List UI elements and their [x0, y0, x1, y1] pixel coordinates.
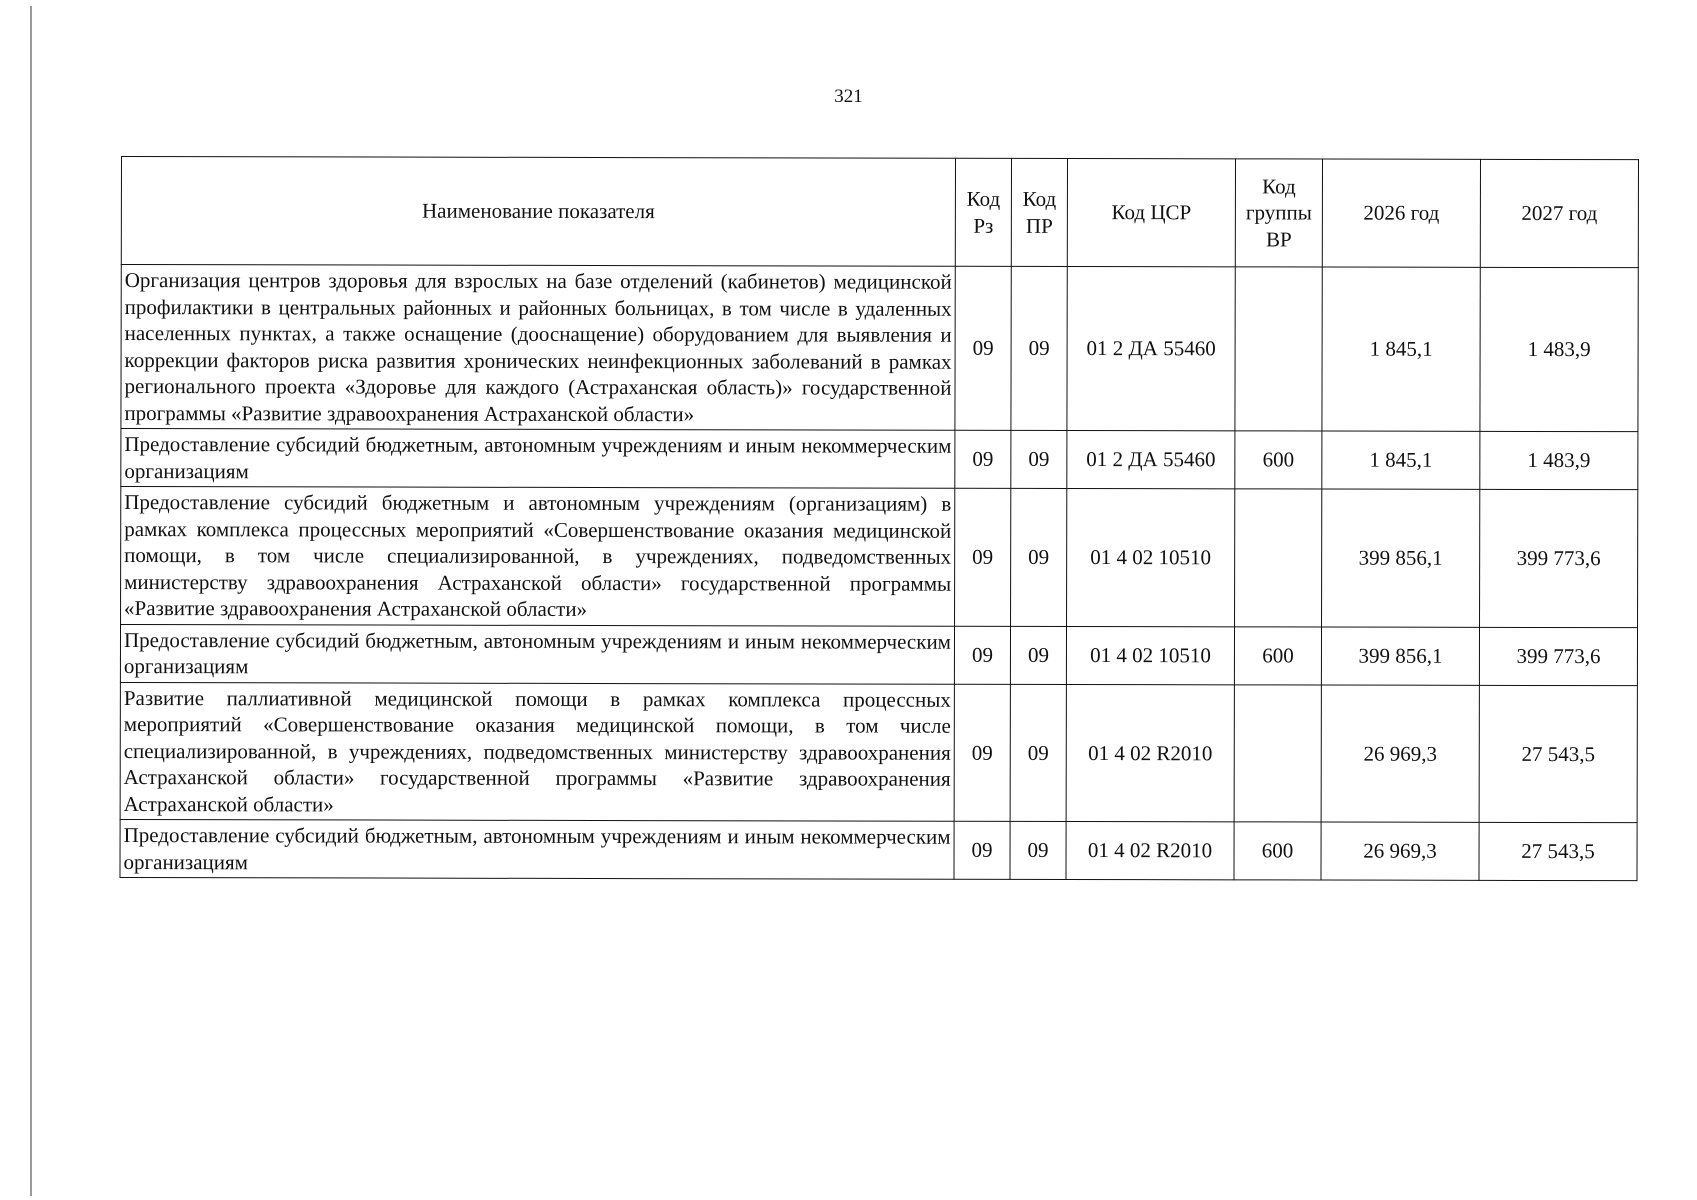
row-vr	[1235, 489, 1322, 627]
row-2027: 27 543,5	[1479, 685, 1637, 823]
row-csr: 01 4 02 R2010	[1066, 821, 1234, 879]
row-csr: 01 4 02 10510	[1067, 488, 1235, 626]
header-name: Наименование показателя	[121, 157, 955, 267]
row-name: Предоставление субсидий бюджетным и автономным учреждениям (организациям) в рамках комплекса процессных мероприятий «Совершенствование оказания медицинской помощи, в том числе специализированной, в учреждениях, подведомственных министерству здравоохранения Астраханской области» государственной программы «Развитие здравоохранения Астраханской области»	[121, 487, 955, 626]
row-pr: 09	[1011, 266, 1067, 430]
row-csr: 01 2 ДА 55460	[1067, 266, 1235, 430]
header-row	[121, 157, 1638, 268]
row-2027: 1 483,9	[1480, 431, 1638, 489]
header-rz: Код Рз	[955, 158, 1011, 266]
row-2026: 1 845,1	[1322, 431, 1480, 489]
row-2026: 1 845,1	[1322, 267, 1480, 431]
header-csr: Код ЦСР	[1067, 158, 1235, 266]
row-name: Организация центров здоровья для взрослых на базе отделений (кабинетов) медицинской профилактики в центральных районных и районных больницах, в том числе в удаленных населенных пунктах, а также оснащение (дооснащение) оборудованием для выявления и коррекции факторов риска развития хронических неинфекционных заболеваний в рамках регионального проекта «Здоровье для каждого (Астраханская область)» государственной программы «Развитие здравоохранения Астраханской области»	[121, 265, 955, 431]
header-2027: 2027 год	[1480, 159, 1638, 267]
table-row	[120, 624, 1637, 685]
row-2026: 26 969,3	[1321, 685, 1479, 823]
row-csr: 01 2 ДА 55460	[1067, 430, 1235, 488]
row-pr: 09	[1010, 684, 1066, 822]
row-pr: 09	[1011, 430, 1067, 488]
row-name: Развитие паллиативной медицинской помощи в рамках комплекса процессных мероприятий «Совершенствование оказания медицинской помощи, в том числе специализированной, в учреждениях, подведомственных министерству здравоохранения Астраханской области» государственной программы «Развитие здравоохранения Астраханской области»	[120, 682, 954, 821]
row-name: Предоставление субсидий бюджетным, автономным учреждениям и иным некоммерческим организациям	[120, 624, 954, 684]
row-vr: 600	[1234, 626, 1321, 684]
header-2026: 2026 год	[1322, 159, 1480, 267]
row-pr: 09	[1011, 488, 1067, 626]
row-vr: 600	[1235, 431, 1322, 489]
row-vr	[1235, 267, 1322, 431]
table-row	[121, 429, 1638, 490]
scan-edge-line	[30, 6, 32, 1196]
row-rz: 09	[955, 488, 1011, 626]
row-vr	[1234, 684, 1321, 822]
header-vr: Код группы ВР	[1235, 159, 1322, 267]
row-csr: 01 4 02 10510	[1066, 626, 1234, 684]
header-pr: Код ПР	[1011, 158, 1067, 266]
row-2027: 399 773,6	[1479, 627, 1637, 685]
row-2026: 399 856,1	[1321, 627, 1479, 685]
row-rz: 09	[954, 821, 1010, 879]
row-2026: 26 969,3	[1321, 822, 1479, 880]
table-row	[120, 819, 1637, 880]
row-csr: 01 4 02 R2010	[1066, 684, 1234, 822]
page-number: 321	[834, 86, 863, 107]
row-pr: 09	[1010, 626, 1066, 684]
row-vr: 600	[1234, 822, 1321, 880]
row-rz: 09	[955, 266, 1011, 430]
row-rz: 09	[954, 626, 1010, 684]
row-name: Предоставление субсидий бюджетным, автономным учреждениям и иным некоммерческим организациям	[120, 819, 954, 879]
row-2026: 399 856,1	[1322, 489, 1480, 627]
row-name: Предоставление субсидий бюджетным, автономным учреждениям и иным некоммерческим организациям	[121, 429, 955, 489]
table-row	[120, 682, 1637, 823]
row-2027: 1 483,9	[1480, 267, 1638, 431]
table-row	[121, 265, 1638, 432]
row-2027: 27 543,5	[1479, 822, 1637, 880]
table-row	[121, 487, 1638, 628]
row-2027: 399 773,6	[1480, 489, 1638, 627]
row-rz: 09	[954, 684, 1010, 822]
row-rz: 09	[955, 430, 1011, 488]
budget-table	[119, 156, 1639, 881]
row-pr: 09	[1010, 821, 1066, 879]
